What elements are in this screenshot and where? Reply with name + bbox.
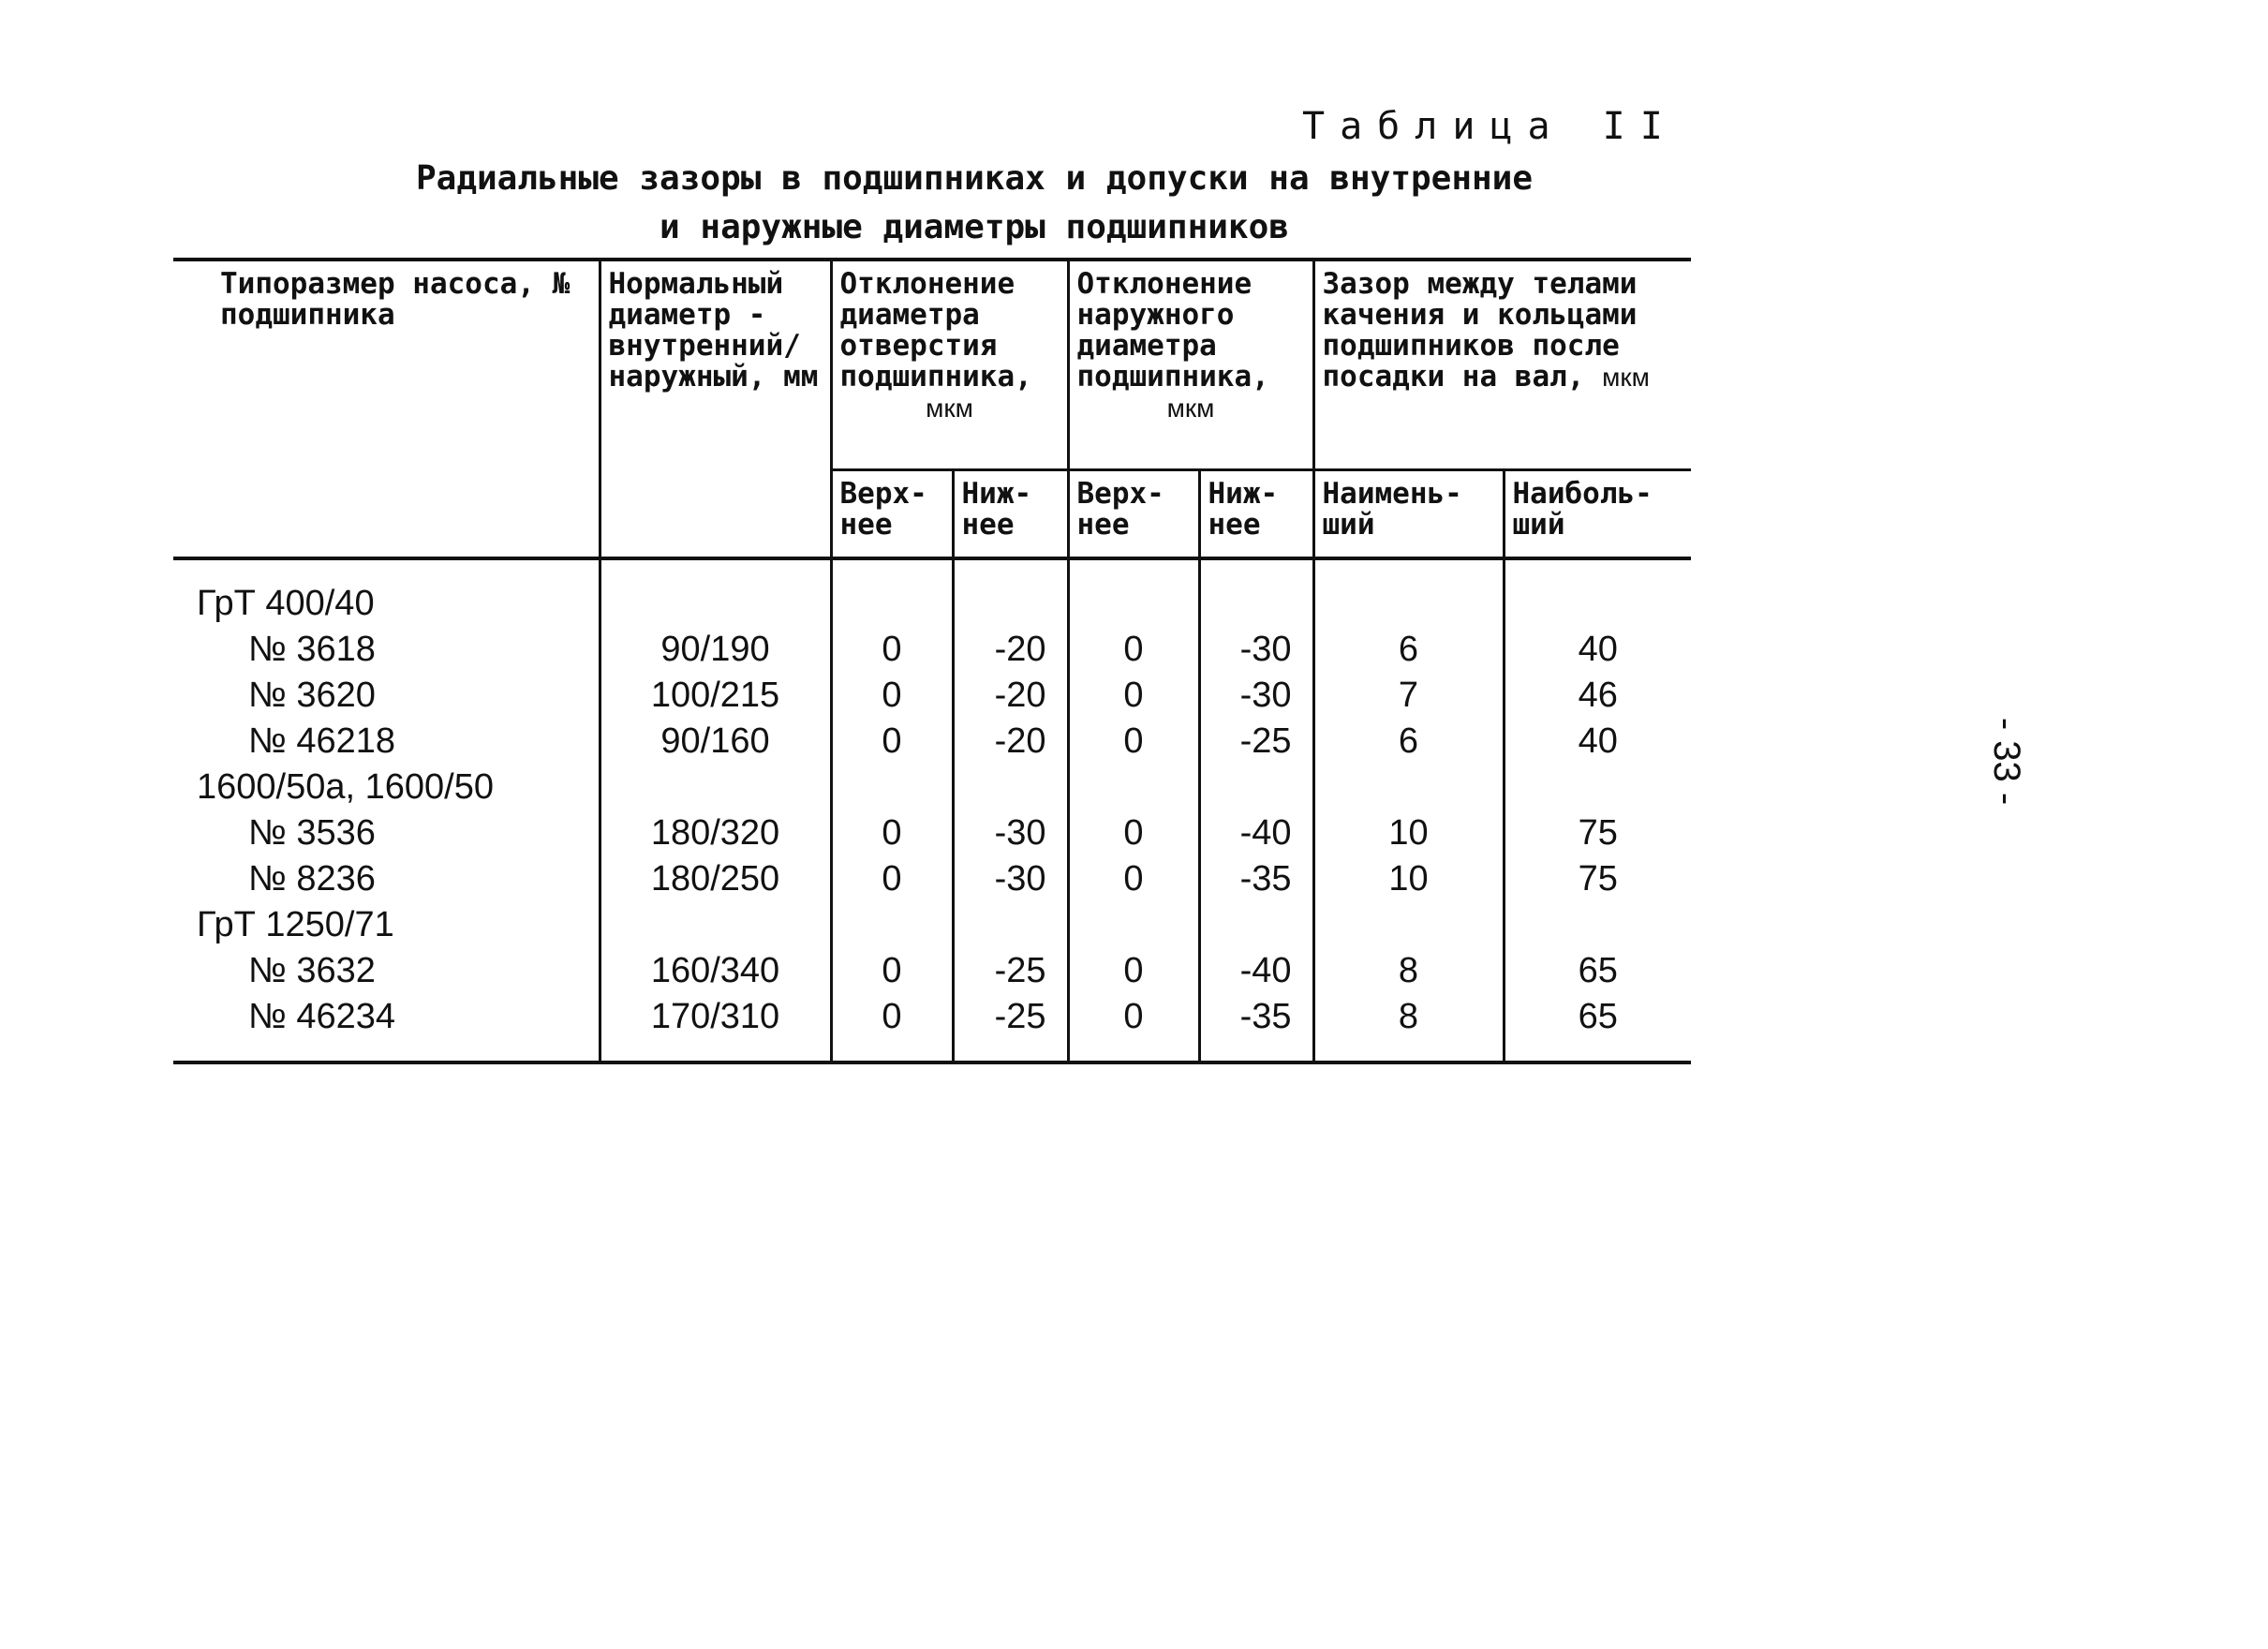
header-clearance (1313, 260, 1691, 470)
bearing-clearance-table (173, 258, 1691, 1064)
header-outer-deviation-unit: мкм (1166, 394, 1215, 423)
bore-lower-cell: -20 (953, 673, 1068, 719)
bore-lower-cell: -20 (953, 627, 1068, 673)
bore-upper-cell: 0 (831, 994, 953, 1062)
bearing-number: № 3536 (173, 810, 600, 856)
outer-upper-cell: 0 (1068, 627, 1199, 673)
diameter-cell: 180/320 (600, 810, 831, 856)
bore-upper-cell: 0 (831, 948, 953, 994)
table-row (173, 627, 1691, 673)
header-clearance-min: Наимень- ший (1313, 470, 1504, 559)
outer-upper-cell: 0 (1068, 856, 1199, 902)
bearing-number: № 8236 (173, 856, 600, 902)
clearance-min-cell: 6 (1313, 627, 1504, 673)
header-bore-deviation (831, 260, 1068, 470)
group-row (173, 765, 1691, 810)
diameter-cell: 180/250 (600, 856, 831, 902)
outer-lower-cell: -25 (1199, 719, 1313, 765)
bearing-number: № 3632 (173, 948, 600, 994)
diameter-cell: 90/190 (600, 627, 831, 673)
diameter-cell: 170/310 (600, 994, 831, 1062)
bearing-number: № 3618 (173, 627, 600, 673)
clearance-min-cell: 7 (1313, 673, 1504, 719)
page-number: - 33 - (1986, 717, 2028, 806)
table-row (173, 719, 1691, 765)
bore-lower-cell: -30 (953, 810, 1068, 856)
header-outer-upper: Верх- нее (1068, 470, 1199, 559)
outer-lower-cell: -35 (1199, 994, 1313, 1062)
header-clearance-max: Наиболь- ший (1504, 470, 1691, 559)
bearing-number: № 46218 (173, 719, 600, 765)
bore-upper-cell: 0 (831, 627, 953, 673)
outer-lower-cell: -30 (1199, 673, 1313, 719)
clearance-max-cell: 46 (1504, 673, 1691, 719)
clearance-max-cell: 65 (1504, 948, 1691, 994)
clearance-max-cell: 40 (1504, 627, 1691, 673)
table-title (356, 155, 1593, 252)
clearance-max-cell: 40 (1504, 719, 1691, 765)
group-label: ГрТ 400/40 (173, 558, 600, 627)
bearing-number: № 3620 (173, 673, 600, 719)
bore-lower-cell: -25 (953, 948, 1068, 994)
clearance-max-cell: 75 (1504, 810, 1691, 856)
bore-upper-cell: 0 (831, 719, 953, 765)
header-clearance-unit: мкм (1602, 363, 1650, 392)
header-clearance-text: Зазор между телами качения и кольцами подшипников после посадки на вал, (1322, 267, 1638, 394)
table-row (173, 673, 1691, 719)
clearance-min-cell: 10 (1313, 810, 1504, 856)
table-body (173, 558, 1691, 1062)
outer-lower-cell: -40 (1199, 948, 1313, 994)
outer-upper-cell: 0 (1068, 673, 1199, 719)
outer-lower-cell: -30 (1199, 627, 1313, 673)
bore-lower-cell: -30 (953, 856, 1068, 902)
bore-upper-cell: 0 (831, 810, 953, 856)
group-row (173, 558, 1691, 627)
clearance-min-cell: 8 (1313, 994, 1504, 1062)
header-bore-deviation-unit: мкм (926, 394, 973, 423)
diameter-cell: 160/340 (600, 948, 831, 994)
clearance-min-cell: 8 (1313, 948, 1504, 994)
table-caption: Таблица II (1302, 105, 1678, 148)
header-bore-lower: Ниж- нее (953, 470, 1068, 559)
outer-upper-cell: 0 (1068, 994, 1199, 1062)
outer-upper-cell: 0 (1068, 948, 1199, 994)
clearance-min-cell: 6 (1313, 719, 1504, 765)
outer-lower-cell: -40 (1199, 810, 1313, 856)
clearance-max-cell: 65 (1504, 994, 1691, 1062)
bore-lower-cell: -25 (953, 994, 1068, 1062)
table-row (173, 856, 1691, 902)
clearance-min-cell: 10 (1313, 856, 1504, 902)
header-nominal-diameter: Нормальный диаметр - внутренний/ наружный, мм (600, 260, 831, 558)
bore-upper-cell: 0 (831, 856, 953, 902)
diameter-cell: 90/160 (600, 719, 831, 765)
header-outer-deviation-text: Отклонение наружного диаметра подшипника, (1076, 267, 1269, 394)
outer-lower-cell: -35 (1199, 856, 1313, 902)
table-row (173, 994, 1691, 1062)
header-outer-deviation (1068, 260, 1313, 470)
group-label: ГрТ 1250/71 (173, 902, 600, 948)
outer-upper-cell: 0 (1068, 719, 1199, 765)
table-row (173, 810, 1691, 856)
group-row (173, 902, 1691, 948)
header-bore-upper: Верх- нее (831, 470, 953, 559)
bore-upper-cell: 0 (831, 673, 953, 719)
diameter-cell: 100/215 (600, 673, 831, 719)
bore-lower-cell: -20 (953, 719, 1068, 765)
header-bore-deviation-text: Отклонение диаметра отверстия подшипника, (839, 267, 1032, 394)
table-title-line-2: и наружные диаметры подшипников (660, 208, 1289, 246)
bearing-number: № 46234 (173, 994, 600, 1062)
table-title-line-1: Радиальные зазоры в подшипниках и допуски на внутренние (415, 159, 1534, 198)
table-row (173, 948, 1691, 994)
header-outer-lower: Ниж- нее (1199, 470, 1313, 559)
outer-upper-cell: 0 (1068, 810, 1199, 856)
clearance-max-cell: 75 (1504, 856, 1691, 902)
group-label: 1600/50а, 1600/50 (173, 765, 600, 810)
header-pump-type: Типоразмер насоса, № подшипника (173, 260, 600, 558)
